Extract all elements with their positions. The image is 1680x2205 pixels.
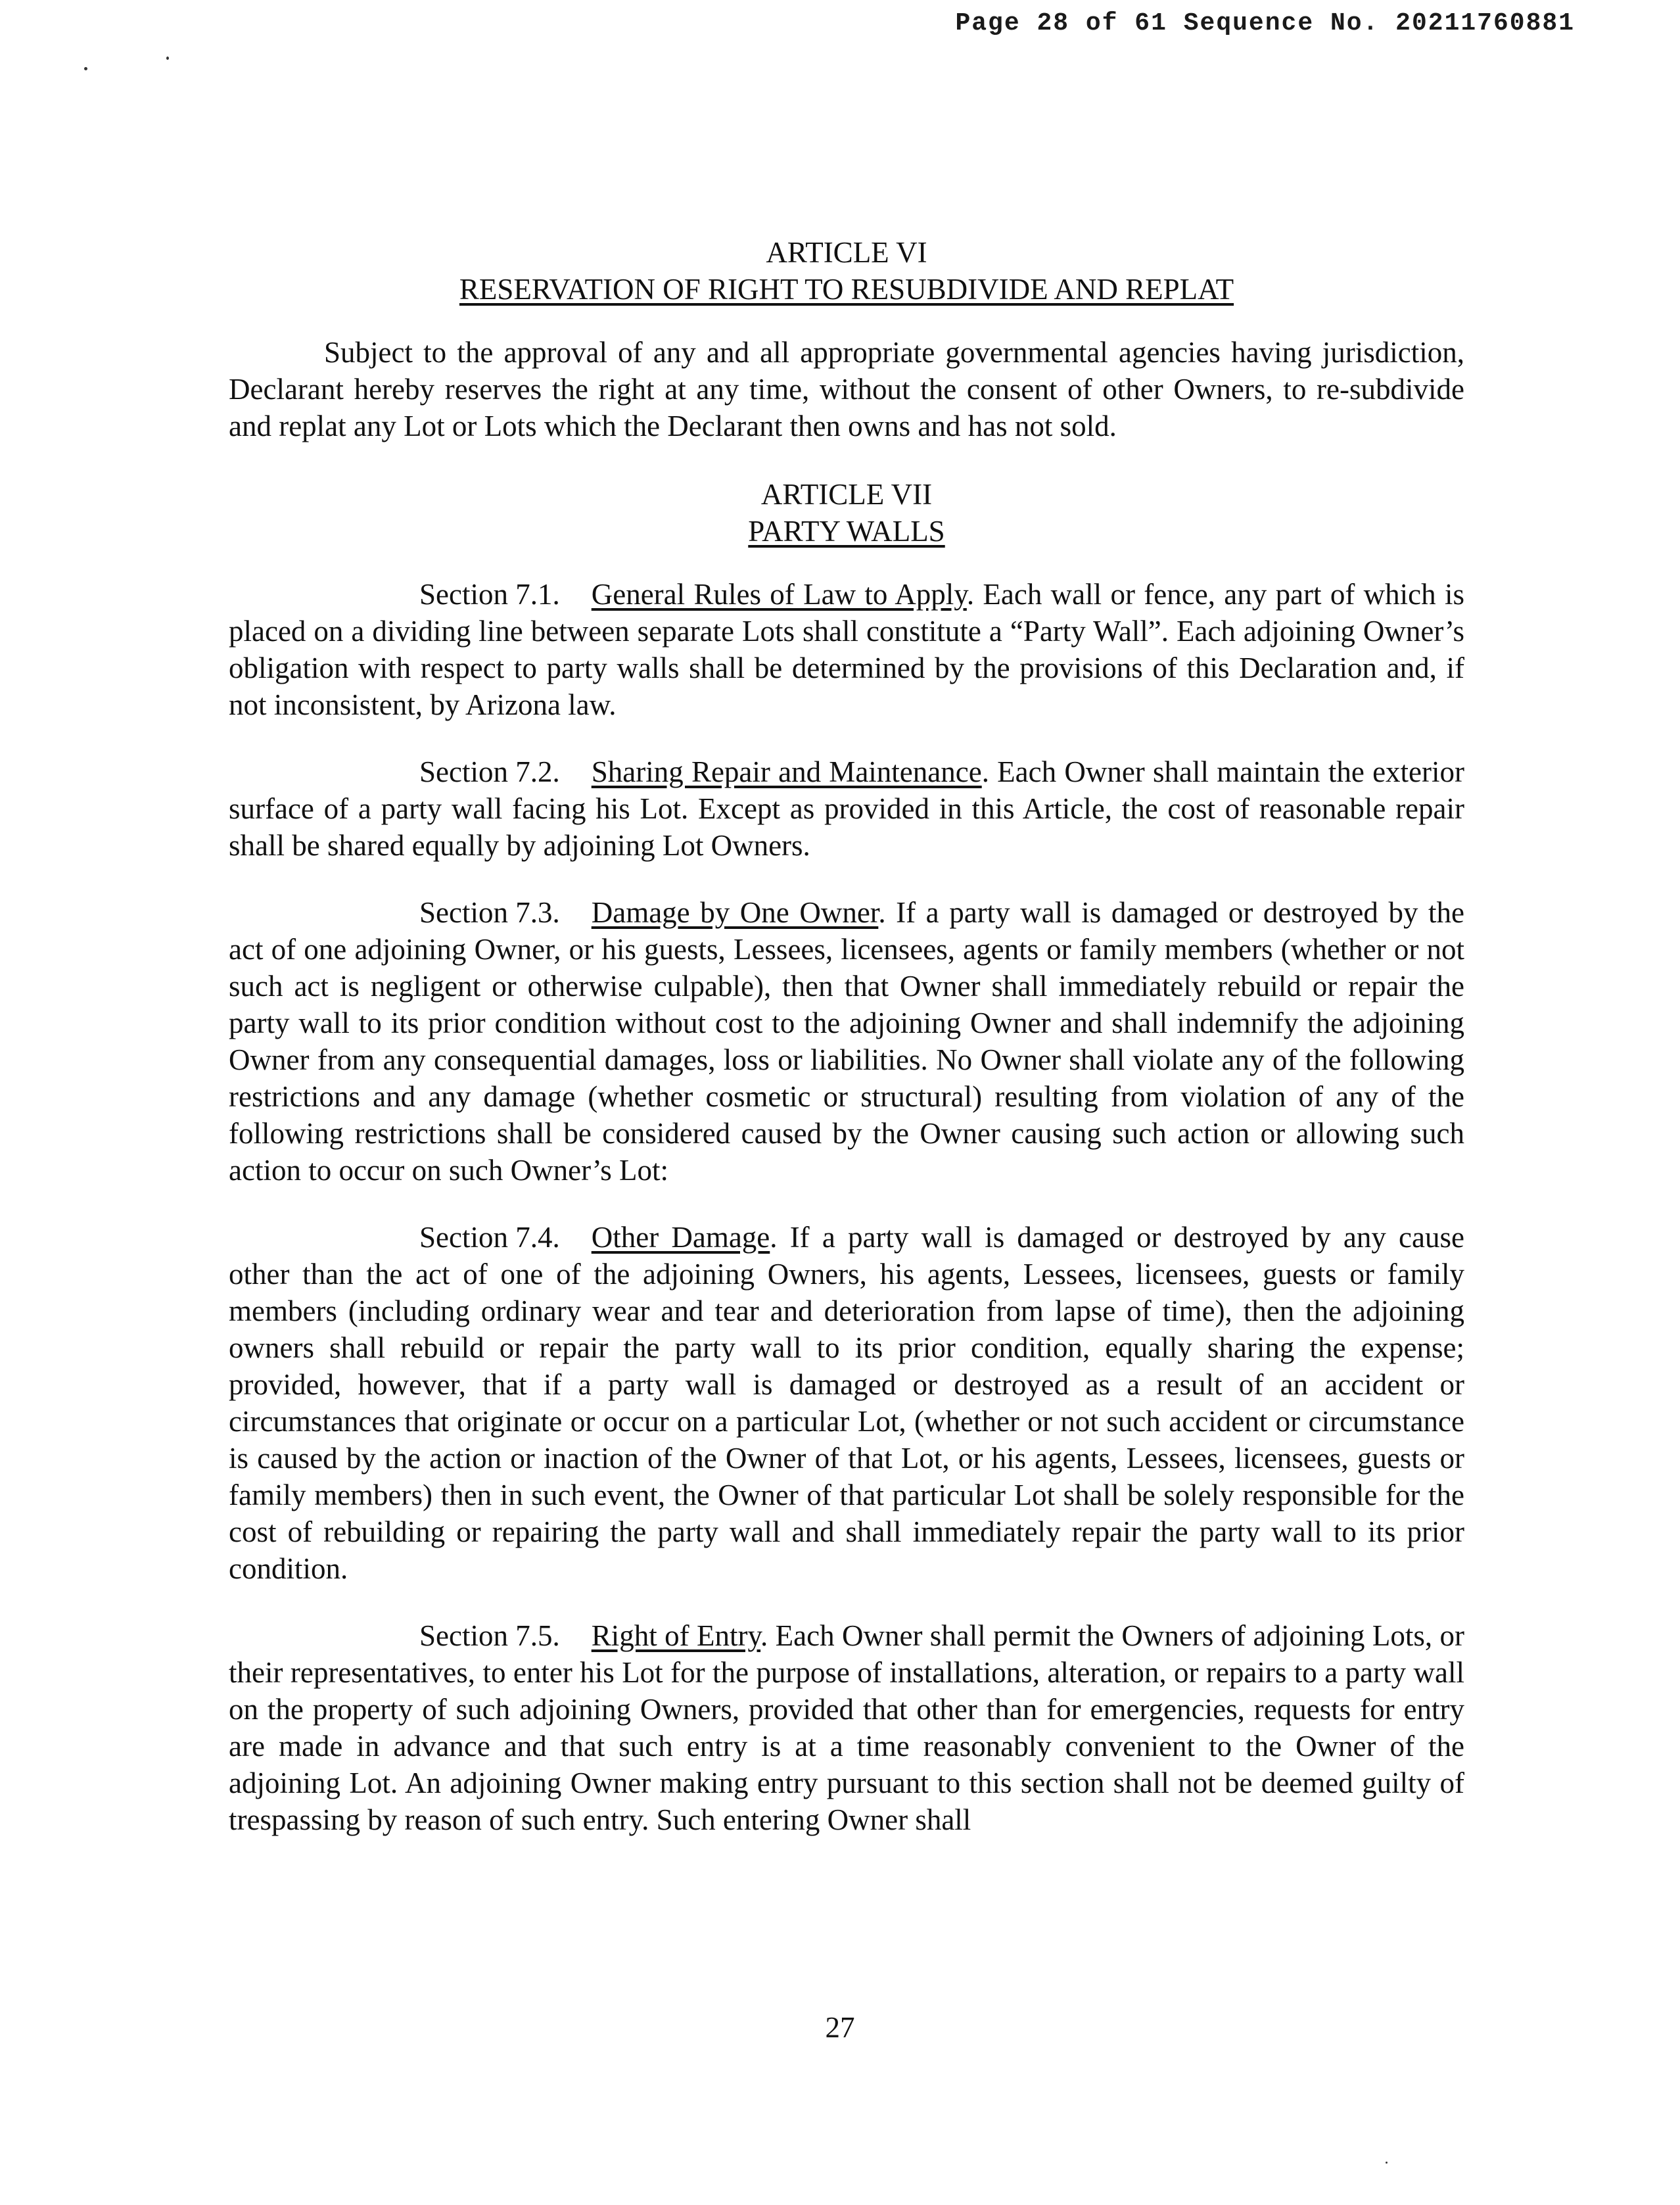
section-body: . Each Owner shall maintain the exterior surface of a party wall facing his Lot. Except as provided in this Article, the cost of reasonable repair shall be shared equally by adjoining Lot Owners. xyxy=(229,755,1465,862)
section-7-3-paragraph xyxy=(229,894,1464,1189)
section-title: General Rules of Law to Apply xyxy=(591,578,967,611)
section-body: . Each Owner shall permit the Owners of adjoining Lots, or their representatives, to enter his Lot for the purpose of installations, alteration, or repairs to a party wall on the property of such adjoining Owners, provided that other than for emergencies, requests for entry are made in advance and that such entry is at a time reasonably convenient to the Owner of the adjoining Lot. An adjoining Owner making entry pursuant to this section shall not be deemed guilty of trespassing by reason of such entry. Such entering Owner shall xyxy=(229,1619,1464,1836)
article-6-paragraph: Subject to the approval of any and all appropriate governmental agencies having jurisdiction, Declarant hereby reserves the right at any time, without the consent of other Owners, to re-subdivide and replat any Lot or Lots which the Declarant then owns and has not sold. xyxy=(229,336,1464,442)
article-7-heading xyxy=(229,476,1464,550)
page-number: 27 xyxy=(825,2011,855,2044)
article-7-title: PARTY WALLS xyxy=(748,515,945,548)
document-body xyxy=(229,234,1464,1838)
section-body: . Each wall or fence, any part of which is placed on a dividing line between separate Lots shall constitute a “Party Wall”. Each adjoining Owner’s obligation with respect to party walls shall be determined by the provisions of this Declaration and, if not inconsistent, by Arizona law. xyxy=(229,578,1464,721)
section-title: Sharing Repair and Maintenance xyxy=(591,755,982,788)
section-title: Right of Entry xyxy=(591,1619,761,1652)
scan-speck xyxy=(1386,2162,1388,2164)
section-7-5-paragraph xyxy=(229,1617,1464,1838)
article-6-number: ARTICLE VI xyxy=(766,236,927,269)
section-number: Section 7.2. xyxy=(419,755,560,788)
section-number: Section 7.5. xyxy=(419,1619,560,1652)
section-body: . If a party wall is damaged or destroyed by any cause other than the act of one of the adjoining Owners, his agents, Lessees, licensees, guests or family members (including ordinary wear and tear and deterioration from lapse of time), then the adjoining owners shall rebuild or repair the party wall to its prior condition, equally sharing the expense; provided, however, that if a party wall is damaged or destroyed as a result of an accident or circumstances that originate or occur on a particular Lot, (whether or not such accident or circumstance is caused by the action or inaction of the Owner of that Lot, or his agents, Lessees, licensees, guests or family members) then in such event, the Owner of that particular Lot shall be solely responsible for the cost of rebuilding or repairing the party wall and shall immediately repair the party wall to its prior condition. xyxy=(229,1221,1464,1585)
section-7-4-paragraph xyxy=(229,1219,1464,1587)
section-number: Section 7.3. xyxy=(419,896,560,929)
article-7-number: ARTICLE VII xyxy=(760,478,933,511)
section-number: Section 7.1. xyxy=(419,578,560,611)
section-title: Other Damage xyxy=(591,1221,770,1254)
article-6-title: RESERVATION OF RIGHT TO RESUBDIVIDE AND REPLAT xyxy=(459,273,1234,306)
section-7-2-paragraph xyxy=(229,753,1464,864)
scan-speck xyxy=(166,57,169,60)
section-number: Section 7.4. xyxy=(419,1221,560,1254)
section-7-1-paragraph xyxy=(229,576,1464,723)
scan-speck xyxy=(84,67,87,70)
article-6-heading xyxy=(229,234,1464,308)
section-title: Damage by One Owner xyxy=(591,896,879,929)
page-sequence-stamp: Page 28 of 61 Sequence No. 20211760881 xyxy=(955,9,1575,37)
section-body: . If a party wall is damaged or destroyed by the act of one adjoining Owner, or his guests, Lessees, licensees, agents or family members (whether or not such act is negligent or otherwise culpable), then that Owner shall immediately rebuild or repair the party wall to its prior condition without cost to the adjoining Owner and shall indemnify the adjoining Owner from any consequential damages, loss or liabilities. No Owner shall violate any of the following restrictions and any damage (whether cosmetic or structural) resulting from violation of any of the following restrictions shall be considered caused by the Owner causing such action or allowing such action to occur on such Owner’s Lot: xyxy=(229,896,1464,1187)
